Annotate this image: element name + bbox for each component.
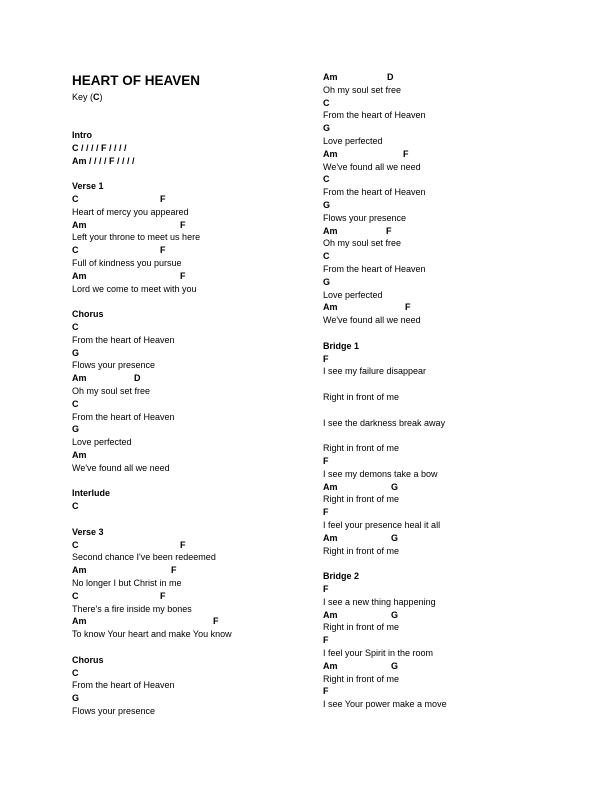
chord: G	[391, 532, 399, 543]
lyric-line: I see a new thing happening	[323, 596, 436, 607]
key-value: C	[93, 92, 100, 102]
lyric-line: Oh my soul set free	[323, 238, 402, 249]
section-heading: Am / / / / F / / / /	[72, 155, 135, 166]
lyric-line: I feel your Spirit in the room	[323, 648, 434, 658]
lyric-line: I feel your presence heal it all	[323, 520, 441, 530]
lyric-line: I see my demons take a bow	[323, 468, 438, 479]
chord: C	[72, 398, 79, 409]
chord: Am	[323, 302, 338, 313]
key-label: Key (	[72, 92, 94, 102]
section-heading: Bridge 1	[323, 340, 360, 351]
chord: F	[323, 635, 329, 646]
chord: Am	[72, 373, 87, 384]
chord: F	[386, 225, 392, 236]
chord: Am	[323, 225, 338, 236]
chord: F	[180, 219, 186, 230]
chord: G	[391, 660, 399, 671]
chord: G	[323, 123, 331, 134]
chord: F	[160, 590, 166, 601]
chord: Am	[323, 609, 338, 620]
lyric-line: I see my failure disappear	[323, 366, 427, 377]
chord: G	[72, 424, 80, 435]
section-heading: Chorus	[72, 654, 104, 665]
chord: C	[323, 174, 330, 185]
chord: F	[403, 148, 409, 159]
lyric-line: Oh my soul set free	[323, 84, 402, 95]
lyric-line: To know Your heart and make You know	[72, 629, 232, 640]
lyric-line: Flows your presence	[72, 706, 156, 716]
chord: F	[323, 353, 329, 364]
chord: Am	[72, 565, 87, 576]
lyric-line: Second chance I've been redeemed	[72, 552, 216, 563]
chord: F	[160, 245, 166, 256]
chord: C	[72, 245, 79, 256]
chord: C	[72, 590, 79, 601]
chord: F	[160, 194, 166, 204]
lyric-line: We've found all we need	[323, 161, 421, 172]
chord: F	[171, 565, 177, 576]
lyric-line: Left your throne to meet us here	[72, 232, 201, 243]
section-heading: Interlude	[72, 488, 111, 499]
song-title: HEART OF HEAVEN	[72, 73, 201, 88]
section-heading: Bridge 2	[323, 571, 360, 582]
chord: Am	[323, 481, 338, 492]
lyric-line: Right in front of me	[323, 545, 400, 556]
chord: Am	[72, 616, 87, 627]
lyric-line: No longer I but Christ in me	[72, 578, 182, 588]
lyric-line: Flows your presence	[72, 360, 156, 371]
chord: F	[323, 507, 329, 518]
chord: F	[323, 584, 329, 594]
chord: Am	[72, 270, 87, 281]
chord: F	[323, 686, 329, 697]
chord: G	[72, 693, 80, 704]
chord: Am	[72, 219, 87, 230]
chord: C	[72, 322, 79, 332]
lyric-line: Right in front of me	[323, 443, 400, 454]
chord: F	[323, 456, 329, 466]
lyric-line: From the heart of Heaven	[72, 411, 175, 422]
lyric-line: From the heart of Heaven	[323, 187, 426, 198]
song-key	[72, 92, 103, 102]
lyric-line: Right in front of me	[323, 494, 400, 505]
lyric-line: From the heart of Heaven	[72, 334, 175, 345]
chord: G	[72, 347, 80, 358]
lyric-line: From the heart of Heaven	[323, 264, 426, 274]
chord: C	[72, 194, 79, 204]
lyric-line: Love perfected	[323, 136, 383, 146]
chord: F	[180, 539, 186, 550]
chord: Am	[323, 660, 338, 671]
section-heading: Intro	[72, 130, 92, 140]
section-heading: C / / / / F / / / /	[72, 142, 127, 153]
chord: Am	[323, 72, 338, 82]
chord: C	[323, 251, 330, 262]
chord: C	[72, 539, 79, 550]
chord: Am	[72, 450, 87, 460]
lyric-line: Love perfected	[323, 289, 383, 300]
lyric-line: Full of kindness you pursue	[72, 258, 182, 268]
lyric-line: From the heart of Heaven	[323, 110, 426, 121]
lyric-line: Right in front of me	[323, 392, 400, 402]
chord: G	[323, 200, 331, 210]
chord: F	[180, 270, 186, 281]
lyric-line: Heart of mercy you appeared	[72, 206, 189, 217]
chord: C	[323, 97, 330, 108]
lyric-line: Flows your presence	[323, 212, 407, 223]
chord: C	[72, 501, 79, 512]
lyric-line: We've found all we need	[323, 315, 421, 326]
chord: Am	[323, 532, 338, 543]
lyric-line: Oh my soul set free	[72, 386, 151, 396]
lyric-line: Right in front of me	[323, 673, 400, 684]
chord: Am	[323, 148, 338, 159]
chord: F	[213, 616, 219, 627]
lyric-line: There's a fire inside my bones	[72, 603, 192, 614]
chord: G	[391, 481, 399, 492]
section-heading: Verse 1	[72, 181, 104, 192]
chord: D	[387, 72, 394, 82]
lyric-line: We've found all we need	[72, 462, 170, 473]
lyric-line: I see the darkness break away	[323, 417, 446, 428]
lyric-line: From the heart of Heaven	[72, 680, 175, 691]
lyric-line: Right in front of me	[323, 622, 400, 633]
section-heading: Verse 3	[72, 526, 104, 537]
chord: F	[405, 302, 411, 313]
lyric-line: Love perfected	[72, 437, 132, 448]
lyric-line: I see Your power make a move	[323, 699, 447, 710]
chord: G	[323, 276, 331, 287]
chord: D	[134, 373, 141, 384]
lyric-line: Lord we come to meet with you	[72, 283, 197, 294]
chord: C	[72, 667, 79, 678]
key-close: )	[99, 92, 103, 102]
section-heading: Chorus	[72, 309, 104, 320]
chord: G	[391, 609, 399, 620]
